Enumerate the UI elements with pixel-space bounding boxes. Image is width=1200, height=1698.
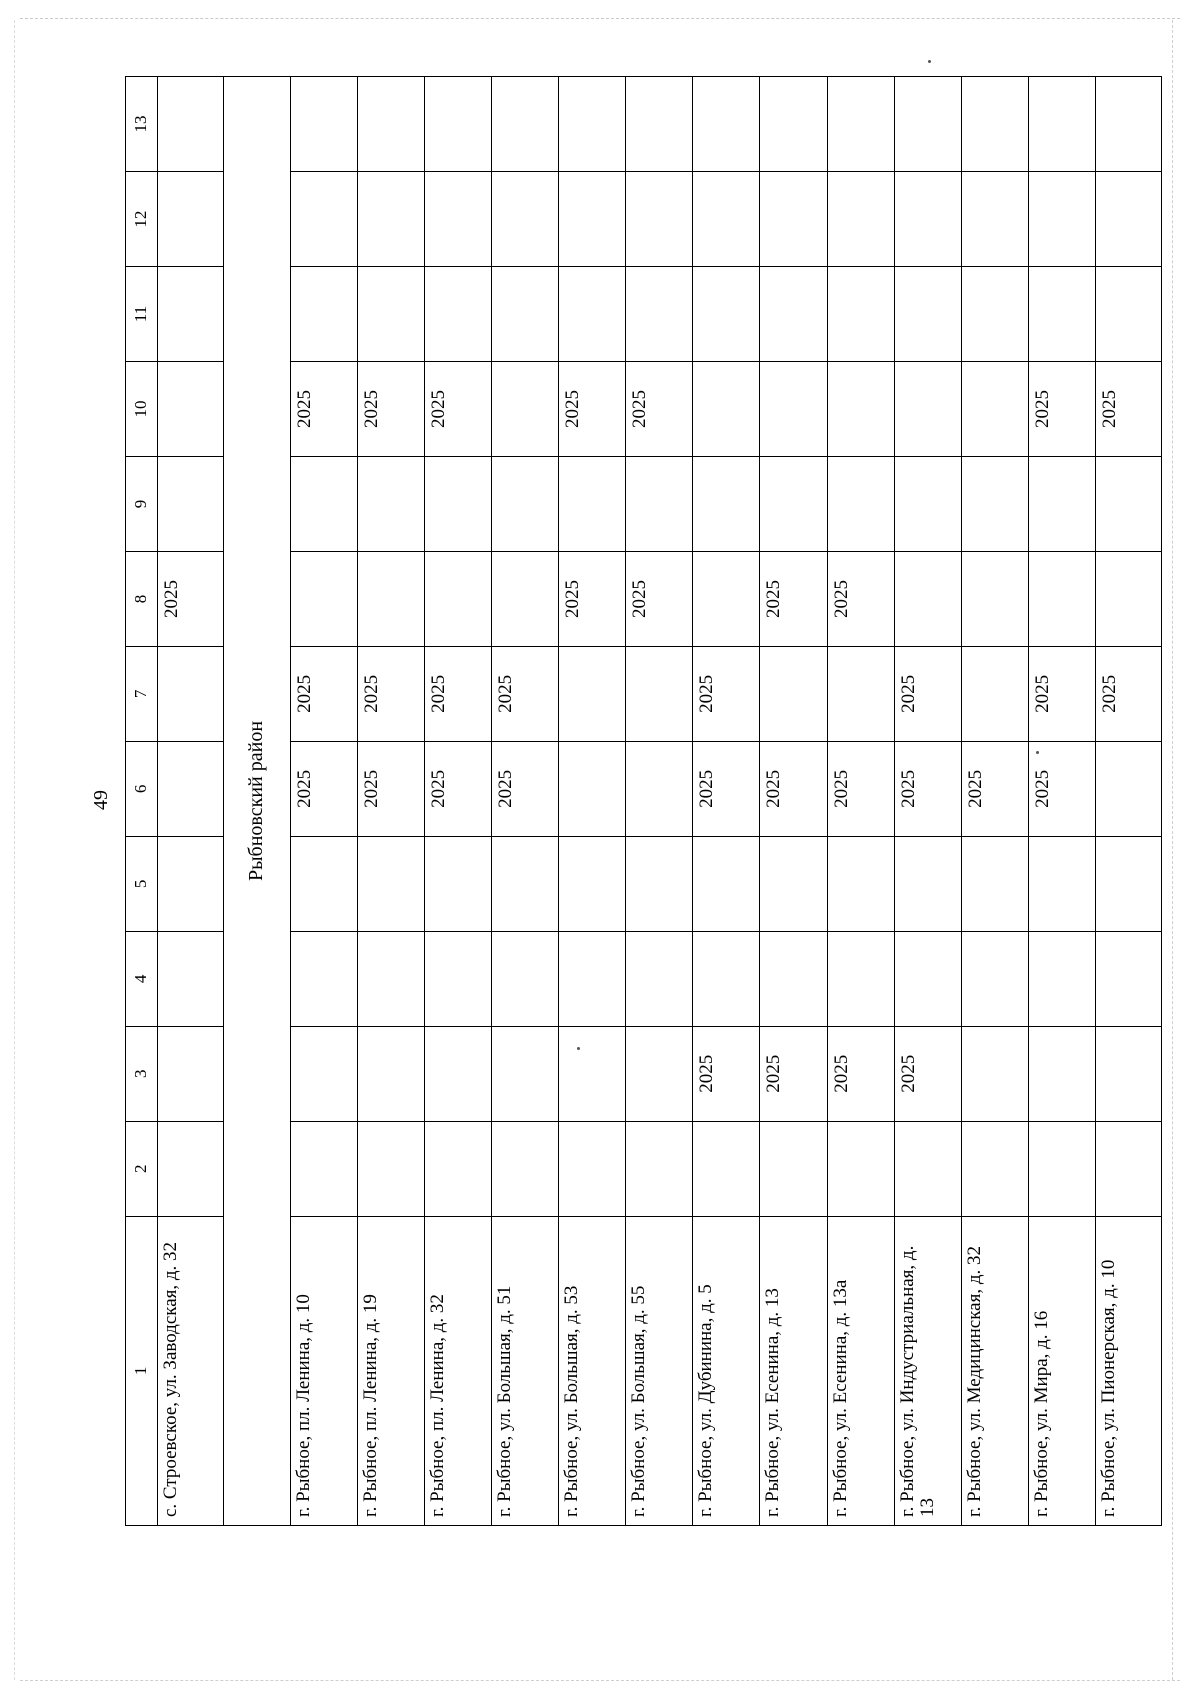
header-cell: 8 (126, 551, 158, 646)
header-cell: 12 (126, 172, 158, 267)
year-cell (290, 77, 357, 172)
year-cell (894, 77, 961, 172)
address-cell: г. Рыбное, ул. Пионерская, д. 10 (1095, 1216, 1161, 1525)
year-cell: 2025 (827, 741, 894, 836)
year-cell (693, 931, 760, 1026)
year-cell: 2025 (559, 551, 626, 646)
year-cell (894, 457, 961, 552)
year-cell (894, 931, 961, 1026)
year-cell (827, 172, 894, 267)
header-cell: 6 (126, 741, 158, 836)
year-cell (1095, 77, 1161, 172)
header-cell: 7 (126, 646, 158, 741)
year-cell (760, 931, 827, 1026)
year-cell (961, 931, 1028, 1026)
table-row (1028, 77, 1095, 1526)
header-cell: 10 (126, 362, 158, 457)
year-cell (357, 77, 424, 172)
year-cell (290, 931, 357, 1026)
year-cell: 2025 (492, 646, 559, 741)
year-cell (424, 77, 491, 172)
year-cell: 2025 (827, 1026, 894, 1121)
year-cell (1028, 931, 1095, 1026)
table-row (424, 77, 491, 1526)
table-row (290, 77, 357, 1526)
year-cell (693, 836, 760, 931)
year-cell (290, 1026, 357, 1121)
year-cell (894, 267, 961, 362)
year-cell: 2025 (1095, 646, 1161, 741)
year-cell (961, 1026, 1028, 1121)
header-cell: 3 (126, 1026, 158, 1121)
year-cell (1028, 1121, 1095, 1216)
header-cell: 13 (126, 77, 158, 172)
table-row (559, 77, 626, 1526)
year-cell: 2025 (357, 741, 424, 836)
year-cell (760, 457, 827, 552)
address-cell: г. Рыбное, ул. Медицинская, д. 32 (961, 1216, 1028, 1525)
year-cell: 2025 (492, 741, 559, 836)
year-cell: 2025 (424, 362, 491, 457)
year-cell (157, 931, 223, 1026)
year-cell (626, 646, 693, 741)
year-cell (961, 172, 1028, 267)
year-cell (424, 931, 491, 1026)
year-cell (357, 267, 424, 362)
year-cell: 2025 (894, 646, 961, 741)
year-cell (157, 646, 223, 741)
year-cell (894, 836, 961, 931)
year-cell (492, 551, 559, 646)
year-cell (693, 362, 760, 457)
year-cell (961, 646, 1028, 741)
year-cell (492, 931, 559, 1026)
year-cell (961, 362, 1028, 457)
year-cell (961, 77, 1028, 172)
year-cell (1095, 172, 1161, 267)
table-row (827, 77, 894, 1526)
address-cell: г. Рыбное, ул. Индустриальная, д. 13 (894, 1216, 961, 1525)
year-cell (357, 931, 424, 1026)
year-cell (559, 1026, 626, 1121)
year-cell (424, 172, 491, 267)
year-cell (157, 1026, 223, 1121)
year-cell (492, 1026, 559, 1121)
year-cell (492, 362, 559, 457)
year-cell (290, 1121, 357, 1216)
year-cell (760, 77, 827, 172)
address-cell: г. Рыбное, ул. Большая, д. 55 (626, 1216, 693, 1525)
year-cell: 2025 (357, 362, 424, 457)
year-cell (424, 457, 491, 552)
year-cell (961, 267, 1028, 362)
year-cell (827, 646, 894, 741)
year-cell (961, 836, 1028, 931)
header-cell: 5 (126, 836, 158, 931)
address-cell: г. Рыбное, пл. Ленина, д. 10 (290, 1216, 357, 1525)
year-cell (157, 77, 223, 172)
year-cell: 2025 (626, 362, 693, 457)
year-cell (693, 172, 760, 267)
year-cell (492, 267, 559, 362)
year-cell (357, 172, 424, 267)
year-cell (357, 1121, 424, 1216)
year-cell: 2025 (894, 741, 961, 836)
year-cell (760, 1121, 827, 1216)
year-cell (760, 362, 827, 457)
year-cell (492, 77, 559, 172)
year-cell (626, 741, 693, 836)
table-row (157, 77, 223, 1526)
scan-edge-left (14, 20, 15, 1680)
year-cell (693, 267, 760, 362)
table-row (357, 77, 424, 1526)
year-cell (1095, 931, 1161, 1026)
year-cell (290, 172, 357, 267)
year-cell: 2025 (1028, 646, 1095, 741)
page-number: 49 (90, 790, 112, 810)
year-cell: 2025 (760, 1026, 827, 1121)
address-cell: г. Рыбное, ул. Есенина, д. 13 (760, 1216, 827, 1525)
year-cell (559, 457, 626, 552)
year-cell (559, 836, 626, 931)
year-cell: 2025 (424, 646, 491, 741)
year-cell (424, 267, 491, 362)
table-row (760, 77, 827, 1526)
year-cell (559, 267, 626, 362)
schedule-table (125, 76, 1162, 1526)
year-cell (157, 1121, 223, 1216)
year-cell (290, 267, 357, 362)
scan-edge-right (1172, 20, 1173, 1680)
header-cell: 4 (126, 931, 158, 1026)
year-cell: 2025 (827, 551, 894, 646)
header-row (126, 77, 158, 1526)
year-cell (827, 457, 894, 552)
year-cell (760, 172, 827, 267)
year-cell: 2025 (424, 741, 491, 836)
year-cell (693, 551, 760, 646)
year-cell (492, 457, 559, 552)
year-cell (1028, 77, 1095, 172)
year-cell: 2025 (693, 1026, 760, 1121)
year-cell (290, 836, 357, 931)
year-cell (693, 77, 760, 172)
scan-speck (928, 60, 931, 63)
year-cell (157, 457, 223, 552)
year-cell (827, 362, 894, 457)
year-cell: 2025 (894, 1026, 961, 1121)
year-cell: 2025 (693, 646, 760, 741)
year-cell (1028, 551, 1095, 646)
year-cell (559, 741, 626, 836)
year-cell: 2025 (157, 551, 223, 646)
year-cell (1028, 172, 1095, 267)
year-cell (357, 1026, 424, 1121)
address-cell: с. Строевское, ул. Заводская, д. 32 (157, 1216, 223, 1525)
year-cell (1095, 551, 1161, 646)
scan-edge-top (20, 18, 1180, 19)
year-cell (827, 836, 894, 931)
header-cell: 1 (126, 1216, 158, 1525)
header-cell: 2 (126, 1121, 158, 1216)
year-cell (1095, 267, 1161, 362)
year-cell (424, 1121, 491, 1216)
district-row (223, 77, 290, 1526)
table-body (126, 77, 1162, 1526)
year-cell (894, 172, 961, 267)
table-row (626, 77, 693, 1526)
year-cell (760, 836, 827, 931)
year-cell (827, 77, 894, 172)
year-cell (827, 267, 894, 362)
year-cell: 2025 (961, 741, 1028, 836)
address-cell: г. Рыбное, ул. Мира, д. 16 (1028, 1216, 1095, 1525)
year-cell (492, 1121, 559, 1216)
year-cell (1095, 1121, 1161, 1216)
table-row (693, 77, 760, 1526)
year-cell (559, 172, 626, 267)
year-cell (894, 1121, 961, 1216)
year-cell (626, 172, 693, 267)
year-cell: 2025 (290, 741, 357, 836)
year-cell (894, 551, 961, 646)
year-cell (961, 457, 1028, 552)
year-cell (626, 77, 693, 172)
year-cell (492, 836, 559, 931)
year-cell (626, 457, 693, 552)
year-cell (357, 551, 424, 646)
year-cell (424, 1026, 491, 1121)
rotated-table-container (125, 76, 1162, 1526)
address-cell: г. Рыбное, пл. Ленина, д. 19 (357, 1216, 424, 1525)
year-cell (1028, 836, 1095, 931)
year-cell: 2025 (693, 741, 760, 836)
year-cell (626, 931, 693, 1026)
scan-edge-bottom (20, 1680, 1180, 1681)
year-cell (559, 646, 626, 741)
year-cell (559, 1121, 626, 1216)
year-cell (424, 551, 491, 646)
year-cell (693, 457, 760, 552)
year-cell (760, 267, 827, 362)
year-cell: 2025 (290, 362, 357, 457)
year-cell (693, 1121, 760, 1216)
year-cell (1095, 457, 1161, 552)
scan-speck (1036, 751, 1039, 754)
address-cell: г. Рыбное, ул. Большая, д. 53 (559, 1216, 626, 1525)
year-cell: 2025 (559, 362, 626, 457)
year-cell (357, 457, 424, 552)
address-cell: г. Рыбное, ул. Большая, д. 51 (492, 1216, 559, 1525)
year-cell (559, 931, 626, 1026)
year-cell (357, 836, 424, 931)
year-cell (1028, 1026, 1095, 1121)
year-cell (1028, 457, 1095, 552)
year-cell (1028, 267, 1095, 362)
address-cell: г. Рыбное, ул. Есенина, д. 13а (827, 1216, 894, 1525)
year-cell: 2025 (1028, 362, 1095, 457)
year-cell (290, 457, 357, 552)
year-cell (894, 362, 961, 457)
table-row (961, 77, 1028, 1526)
year-cell (157, 267, 223, 362)
district-name: Рыбновский район (223, 77, 290, 1526)
year-cell (626, 836, 693, 931)
year-cell (626, 1121, 693, 1216)
table-row (894, 77, 961, 1526)
year-cell: 2025 (760, 551, 827, 646)
year-cell (827, 1121, 894, 1216)
year-cell (961, 1121, 1028, 1216)
year-cell (290, 551, 357, 646)
year-cell (1095, 741, 1161, 836)
year-cell (1095, 836, 1161, 931)
year-cell (1095, 1026, 1161, 1121)
year-cell (157, 741, 223, 836)
year-cell: 2025 (626, 551, 693, 646)
scan-speck (577, 1047, 580, 1050)
year-cell: 2025 (357, 646, 424, 741)
year-cell: 2025 (760, 741, 827, 836)
year-cell (157, 172, 223, 267)
year-cell: 2025 (290, 646, 357, 741)
year-cell: 2025 (1095, 362, 1161, 457)
year-cell (961, 551, 1028, 646)
table-row (1095, 77, 1161, 1526)
year-cell (157, 836, 223, 931)
year-cell (626, 267, 693, 362)
year-cell (559, 77, 626, 172)
year-cell (626, 1026, 693, 1121)
year-cell (492, 172, 559, 267)
year-cell (157, 362, 223, 457)
year-cell (827, 931, 894, 1026)
year-cell (760, 646, 827, 741)
table-row (492, 77, 559, 1526)
year-cell (424, 836, 491, 931)
header-cell: 11 (126, 267, 158, 362)
address-cell: г. Рыбное, пл. Ленина, д. 32 (424, 1216, 491, 1525)
year-cell: 2025 (1028, 741, 1095, 836)
address-cell: г. Рыбное, ул. Дубинина, д. 5 (693, 1216, 760, 1525)
header-cell: 9 (126, 457, 158, 552)
